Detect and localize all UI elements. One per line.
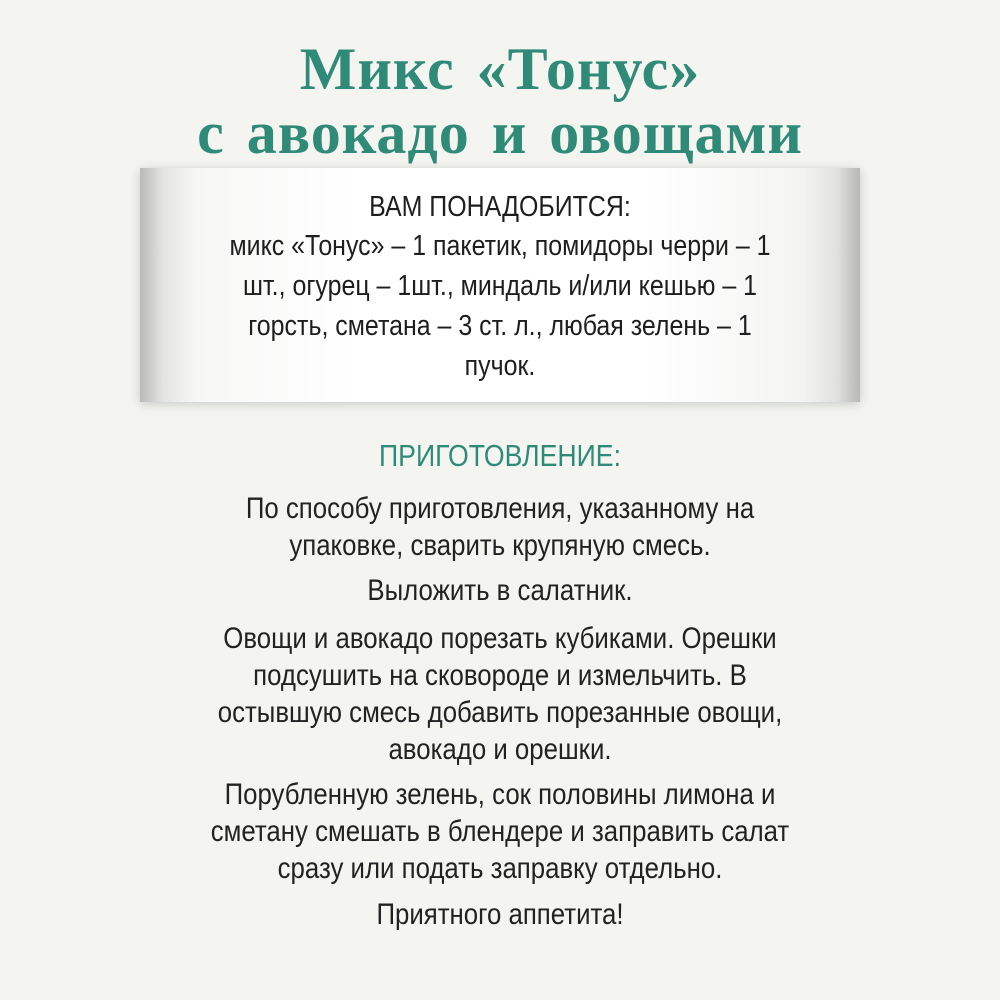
- step-line: упаковке, сварить крупяную смесь.: [289, 529, 711, 562]
- ingredients-list: [190, 226, 809, 386]
- ingredients-line: микс «Тонус» – 1 пакетик, помидоры черри – 1: [229, 230, 771, 262]
- step-line: Приятного аппетита!: [376, 898, 624, 931]
- recipe-title-line-2: с авокадо и овощами: [197, 100, 803, 166]
- step-line: сразу или подать заправку отдельно.: [277, 852, 723, 885]
- ingredients-panel: [140, 168, 860, 402]
- step-line: Овощи и авокадо порезать кубиками. Орешки: [223, 622, 777, 655]
- step-line: подсушить на сковороде и измельчить. В: [253, 659, 747, 692]
- ingredients-heading: ВАМ ПОНАДОБИТСЯ:: [369, 191, 631, 223]
- preparation-step-4: [70, 776, 930, 887]
- preparation-step-1: [70, 490, 930, 564]
- recipe-title-line-1: Микс «Тонус»: [299, 36, 701, 102]
- step-line: Порубленную зелень, сок половины лимона и: [224, 778, 776, 811]
- ingredients-line: шт., огурец – 1шт., миндаль и/или кешью – 1: [242, 270, 758, 302]
- preparation-heading: ПРИГОТОВЛЕНИЕ:: [379, 438, 621, 473]
- ingredients-line: пучок.: [464, 350, 536, 382]
- step-line: остывшую смесь добавить порезанные овощи,: [217, 696, 783, 729]
- ingredients-line: горсть, сметана – 3 ст. л., любая зелень – 1: [248, 310, 752, 342]
- step-line: сметану смешать в блендере и заправить салат: [210, 815, 790, 848]
- step-line: авокадо и орешки.: [388, 733, 612, 766]
- preparation-step-2: [70, 572, 930, 609]
- preparation-step-3: [70, 620, 930, 768]
- step-line: Выложить в салатник.: [367, 574, 633, 607]
- closing-wish: [70, 896, 930, 933]
- step-line: По способу приготовления, указанному на: [245, 492, 755, 525]
